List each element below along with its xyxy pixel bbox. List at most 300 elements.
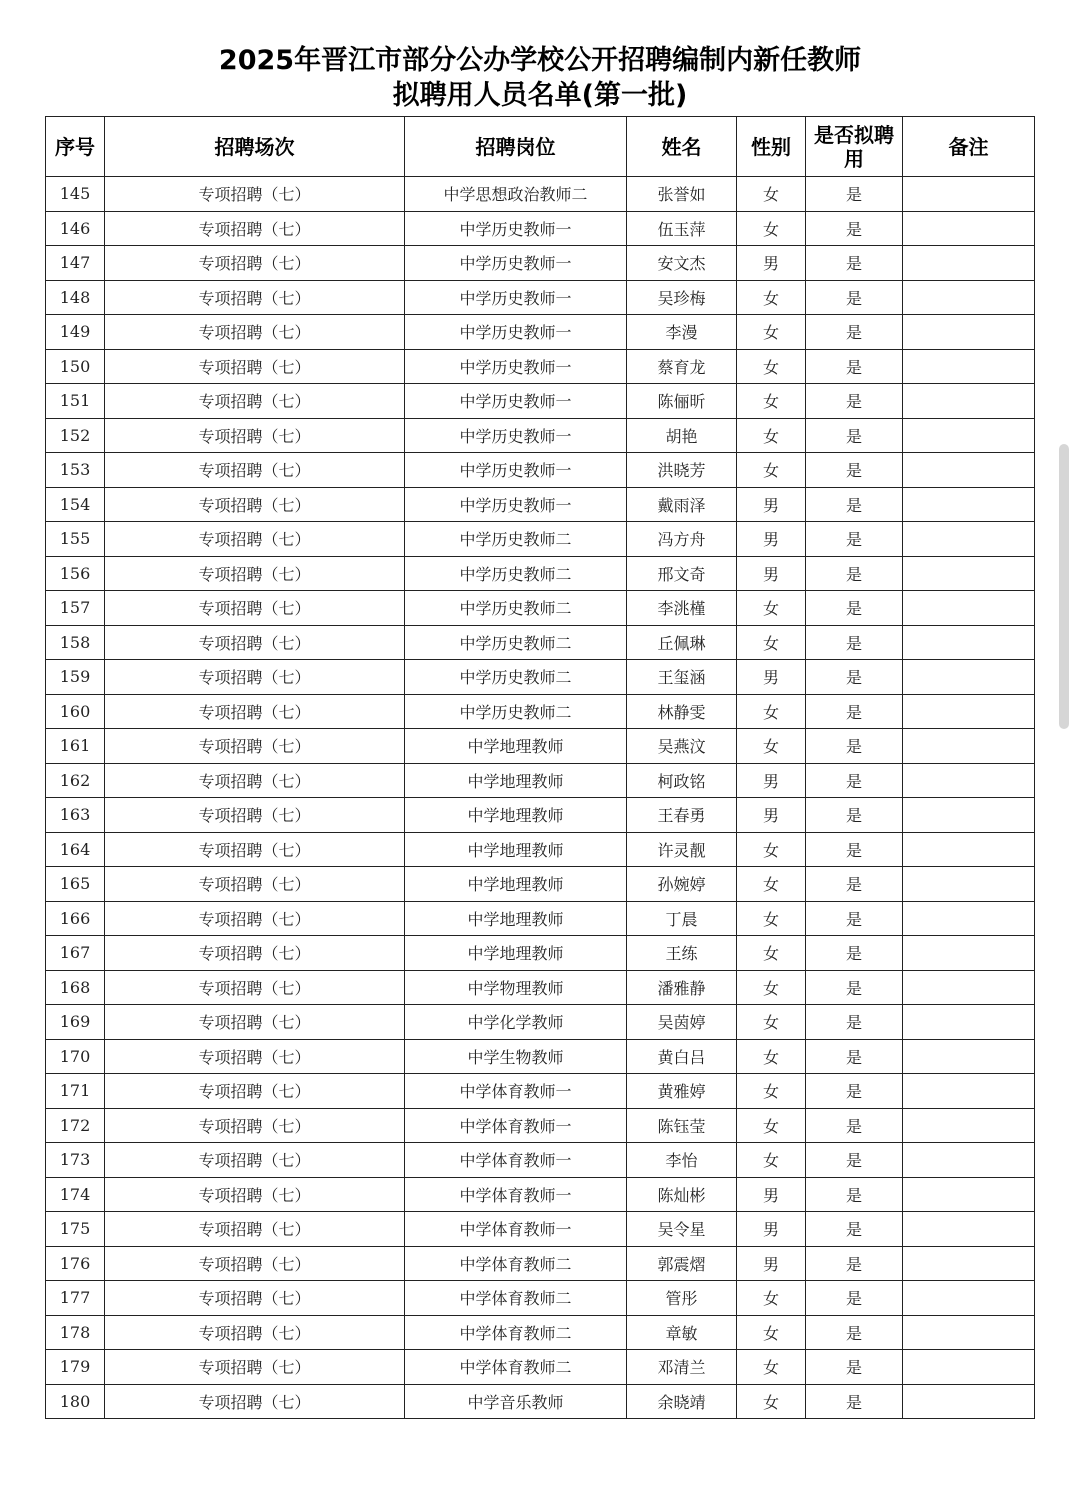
cell-remark [903, 832, 1035, 867]
cell-gender: 女 [737, 1315, 806, 1350]
cell-gender: 男 [737, 522, 806, 557]
table-row [46, 453, 1035, 488]
cell-remark [903, 1108, 1035, 1143]
cell-position: 中学地理教师 [405, 832, 627, 867]
cell-seq: 173 [46, 1143, 105, 1178]
header-session: 招聘场次 [105, 117, 405, 177]
cell-seq: 158 [46, 625, 105, 660]
table-row [46, 1005, 1035, 1040]
cell-gender: 女 [737, 315, 806, 350]
cell-seq: 174 [46, 1177, 105, 1212]
cell-gender: 女 [737, 1074, 806, 1109]
cell-remark [903, 1246, 1035, 1281]
cell-position: 中学地理教师 [405, 901, 627, 936]
cell-position: 中学体育教师一 [405, 1212, 627, 1247]
cell-seq: 156 [46, 556, 105, 591]
table-row [46, 1212, 1035, 1247]
cell-hire: 是 [806, 832, 903, 867]
cell-remark [903, 1039, 1035, 1074]
cell-gender: 男 [737, 487, 806, 522]
cell-remark [903, 177, 1035, 212]
cell-remark [903, 211, 1035, 246]
cell-name: 陈钰莹 [627, 1108, 737, 1143]
cell-gender: 男 [737, 556, 806, 591]
cell-name: 伍玉萍 [627, 211, 737, 246]
cell-session: 专项招聘（七） [105, 832, 405, 867]
cell-gender: 男 [737, 246, 806, 281]
cell-session: 专项招聘（七） [105, 349, 405, 384]
cell-hire: 是 [806, 1143, 903, 1178]
cell-gender: 女 [737, 384, 806, 419]
cell-name: 吴令星 [627, 1212, 737, 1247]
cell-gender: 女 [737, 901, 806, 936]
cell-seq: 154 [46, 487, 105, 522]
cell-name: 蔡育龙 [627, 349, 737, 384]
cell-position: 中学物理教师 [405, 970, 627, 1005]
cell-name: 胡艳 [627, 418, 737, 453]
cell-name: 王玺涵 [627, 660, 737, 695]
cell-position: 中学体育教师一 [405, 1177, 627, 1212]
cell-gender: 女 [737, 832, 806, 867]
cell-position: 中学地理教师 [405, 867, 627, 902]
cell-remark [903, 694, 1035, 729]
cell-seq: 157 [46, 591, 105, 626]
cell-position: 中学历史教师一 [405, 384, 627, 419]
cell-seq: 152 [46, 418, 105, 453]
cell-session: 专项招聘（七） [105, 1108, 405, 1143]
table-row [46, 591, 1035, 626]
cell-session: 专项招聘（七） [105, 211, 405, 246]
cell-session: 专项招聘（七） [105, 763, 405, 798]
cell-remark [903, 1281, 1035, 1316]
cell-name: 洪晓芳 [627, 453, 737, 488]
table-row [46, 246, 1035, 281]
cell-seq: 160 [46, 694, 105, 729]
cell-name: 张誉如 [627, 177, 737, 212]
cell-gender: 女 [737, 211, 806, 246]
cell-remark [903, 970, 1035, 1005]
cell-seq: 178 [46, 1315, 105, 1350]
cell-remark [903, 1212, 1035, 1247]
cell-session: 专项招聘（七） [105, 798, 405, 833]
cell-name: 冯方舟 [627, 522, 737, 557]
table-row [46, 763, 1035, 798]
cell-remark [903, 729, 1035, 764]
cell-hire: 是 [806, 1350, 903, 1385]
cell-hire: 是 [806, 1074, 903, 1109]
cell-session: 专项招聘（七） [105, 1177, 405, 1212]
cell-position: 中学体育教师一 [405, 1143, 627, 1178]
cell-session: 专项招聘（七） [105, 1384, 405, 1419]
cell-session: 专项招聘（七） [105, 901, 405, 936]
cell-seq: 145 [46, 177, 105, 212]
cell-seq: 170 [46, 1039, 105, 1074]
cell-session: 专项招聘（七） [105, 867, 405, 902]
cell-hire: 是 [806, 936, 903, 971]
cell-name: 邢文奇 [627, 556, 737, 591]
cell-name: 安文杰 [627, 246, 737, 281]
cell-gender: 女 [737, 1281, 806, 1316]
cell-hire: 是 [806, 246, 903, 281]
cell-remark [903, 522, 1035, 557]
cell-remark [903, 280, 1035, 315]
cell-hire: 是 [806, 453, 903, 488]
table-row [46, 1177, 1035, 1212]
cell-name: 黄白吕 [627, 1039, 737, 1074]
cell-seq: 172 [46, 1108, 105, 1143]
cell-name: 陈俪昕 [627, 384, 737, 419]
cell-name: 章敏 [627, 1315, 737, 1350]
cell-session: 专项招聘（七） [105, 936, 405, 971]
cell-name: 郭震熠 [627, 1246, 737, 1281]
cell-name: 潘雅静 [627, 970, 737, 1005]
cell-seq: 161 [46, 729, 105, 764]
cell-gender: 女 [737, 1143, 806, 1178]
cell-name: 许灵靓 [627, 832, 737, 867]
table-row [46, 556, 1035, 591]
table-row [46, 901, 1035, 936]
cell-hire: 是 [806, 1315, 903, 1350]
table-row [46, 1143, 1035, 1178]
cell-hire: 是 [806, 867, 903, 902]
cell-remark [903, 315, 1035, 350]
cell-session: 专项招聘（七） [105, 1212, 405, 1247]
cell-session: 专项招聘（七） [105, 1281, 405, 1316]
table-row [46, 867, 1035, 902]
table-row [46, 384, 1035, 419]
table-row [46, 1039, 1035, 1074]
cell-hire: 是 [806, 522, 903, 557]
cell-session: 专项招聘（七） [105, 246, 405, 281]
table-header-row [46, 117, 1035, 177]
table-row [46, 522, 1035, 557]
cell-position: 中学历史教师一 [405, 418, 627, 453]
cell-session: 专项招聘（七） [105, 591, 405, 626]
cell-name: 柯政铭 [627, 763, 737, 798]
cell-hire: 是 [806, 487, 903, 522]
cell-hire: 是 [806, 280, 903, 315]
cell-gender: 女 [737, 936, 806, 971]
cell-hire: 是 [806, 315, 903, 350]
header-seq: 序号 [46, 117, 105, 177]
table-row [46, 1350, 1035, 1385]
cell-name: 吴珍梅 [627, 280, 737, 315]
cell-name: 余晓靖 [627, 1384, 737, 1419]
cell-name: 管彤 [627, 1281, 737, 1316]
table-row [46, 694, 1035, 729]
cell-gender: 女 [737, 418, 806, 453]
cell-seq: 175 [46, 1212, 105, 1247]
cell-hire: 是 [806, 763, 903, 798]
cell-session: 专项招聘（七） [105, 280, 405, 315]
cell-position: 中学生物教师 [405, 1039, 627, 1074]
cell-seq: 151 [46, 384, 105, 419]
cell-hire: 是 [806, 177, 903, 212]
cell-position: 中学体育教师二 [405, 1315, 627, 1350]
cell-gender: 女 [737, 729, 806, 764]
cell-hire: 是 [806, 901, 903, 936]
cell-hire: 是 [806, 1246, 903, 1281]
cell-gender: 女 [737, 1039, 806, 1074]
table-row [46, 729, 1035, 764]
header-hire: 是否拟聘用 [806, 117, 903, 177]
table-row [46, 1315, 1035, 1350]
table-row [46, 1384, 1035, 1419]
cell-gender: 男 [737, 1246, 806, 1281]
cell-gender: 男 [737, 1177, 806, 1212]
cell-remark [903, 1350, 1035, 1385]
cell-seq: 168 [46, 970, 105, 1005]
cell-name: 林静雯 [627, 694, 737, 729]
cell-seq: 159 [46, 660, 105, 695]
cell-session: 专项招聘（七） [105, 1005, 405, 1040]
cell-hire: 是 [806, 556, 903, 591]
cell-gender: 女 [737, 177, 806, 212]
cell-hire: 是 [806, 1177, 903, 1212]
table-row [46, 418, 1035, 453]
cell-remark [903, 556, 1035, 591]
cell-gender: 女 [737, 867, 806, 902]
cell-hire: 是 [806, 729, 903, 764]
cell-session: 专项招聘（七） [105, 625, 405, 660]
cell-position: 中学历史教师一 [405, 246, 627, 281]
cell-seq: 179 [46, 1350, 105, 1385]
cell-remark [903, 349, 1035, 384]
cell-position: 中学历史教师二 [405, 556, 627, 591]
cell-hire: 是 [806, 970, 903, 1005]
cell-gender: 女 [737, 1005, 806, 1040]
cell-session: 专项招聘（七） [105, 556, 405, 591]
cell-position: 中学历史教师一 [405, 349, 627, 384]
cell-seq: 147 [46, 246, 105, 281]
cell-seq: 155 [46, 522, 105, 557]
cell-hire: 是 [806, 798, 903, 833]
cell-seq: 169 [46, 1005, 105, 1040]
cell-gender: 女 [737, 1350, 806, 1385]
table-row [46, 177, 1035, 212]
table-row [46, 1108, 1035, 1143]
cell-gender: 女 [737, 970, 806, 1005]
cell-remark [903, 1074, 1035, 1109]
cell-seq: 150 [46, 349, 105, 384]
cell-hire: 是 [806, 384, 903, 419]
cell-gender: 男 [737, 763, 806, 798]
cell-hire: 是 [806, 211, 903, 246]
cell-name: 邓清兰 [627, 1350, 737, 1385]
header-name: 姓名 [627, 117, 737, 177]
cell-remark [903, 487, 1035, 522]
vertical-scrollbar[interactable] [1059, 444, 1069, 729]
cell-session: 专项招聘（七） [105, 487, 405, 522]
cell-hire: 是 [806, 1212, 903, 1247]
table-row [46, 349, 1035, 384]
cell-gender: 女 [737, 349, 806, 384]
cell-position: 中学地理教师 [405, 763, 627, 798]
cell-seq: 167 [46, 936, 105, 971]
cell-remark [903, 418, 1035, 453]
table-row [46, 487, 1035, 522]
cell-remark [903, 1005, 1035, 1040]
table-row [46, 625, 1035, 660]
cell-session: 专项招聘（七） [105, 729, 405, 764]
cell-name: 丘佩琳 [627, 625, 737, 660]
cell-seq: 165 [46, 867, 105, 902]
cell-seq: 171 [46, 1074, 105, 1109]
cell-gender: 男 [737, 660, 806, 695]
cell-position: 中学历史教师一 [405, 280, 627, 315]
cell-session: 专项招聘（七） [105, 384, 405, 419]
cell-hire: 是 [806, 591, 903, 626]
cell-position: 中学地理教师 [405, 798, 627, 833]
cell-session: 专项招聘（七） [105, 1074, 405, 1109]
cell-gender: 女 [737, 280, 806, 315]
cell-session: 专项招聘（七） [105, 694, 405, 729]
table-row [46, 832, 1035, 867]
cell-hire: 是 [806, 660, 903, 695]
cell-session: 专项招聘（七） [105, 1350, 405, 1385]
cell-remark [903, 763, 1035, 798]
table-row [46, 970, 1035, 1005]
cell-session: 专项招聘（七） [105, 418, 405, 453]
cell-position: 中学体育教师二 [405, 1246, 627, 1281]
cell-name: 丁晨 [627, 901, 737, 936]
cell-remark [903, 936, 1035, 971]
cell-position: 中学音乐教师 [405, 1384, 627, 1419]
cell-position: 中学地理教师 [405, 936, 627, 971]
cell-position: 中学历史教师二 [405, 591, 627, 626]
cell-session: 专项招聘（七） [105, 1143, 405, 1178]
cell-remark [903, 1384, 1035, 1419]
recruitment-table [45, 116, 1035, 1419]
cell-seq: 162 [46, 763, 105, 798]
cell-remark [903, 660, 1035, 695]
cell-remark [903, 1143, 1035, 1178]
cell-session: 专项招聘（七） [105, 1246, 405, 1281]
table-row [46, 798, 1035, 833]
cell-gender: 男 [737, 1212, 806, 1247]
table-row [46, 1281, 1035, 1316]
cell-remark [903, 625, 1035, 660]
cell-position: 中学历史教师二 [405, 660, 627, 695]
cell-session: 专项招聘（七） [105, 1315, 405, 1350]
cell-position: 中学历史教师二 [405, 625, 627, 660]
cell-name: 王练 [627, 936, 737, 971]
cell-hire: 是 [806, 349, 903, 384]
cell-position: 中学体育教师二 [405, 1350, 627, 1385]
cell-gender: 女 [737, 694, 806, 729]
cell-session: 专项招聘（七） [105, 453, 405, 488]
table-body [46, 177, 1035, 1419]
page-title-line1: 2025年晋江市部分公办学校公开招聘编制内新任教师 [218, 45, 862, 76]
cell-name: 吴燕汶 [627, 729, 737, 764]
cell-position: 中学化学教师 [405, 1005, 627, 1040]
header-position: 招聘岗位 [405, 117, 627, 177]
cell-seq: 153 [46, 453, 105, 488]
header-gender: 性别 [737, 117, 806, 177]
cell-session: 专项招聘（七） [105, 315, 405, 350]
cell-position: 中学历史教师一 [405, 453, 627, 488]
cell-remark [903, 1177, 1035, 1212]
cell-session: 专项招聘（七） [105, 660, 405, 695]
table-row [46, 660, 1035, 695]
cell-hire: 是 [806, 418, 903, 453]
cell-remark [903, 798, 1035, 833]
cell-position: 中学历史教师二 [405, 522, 627, 557]
cell-seq: 149 [46, 315, 105, 350]
cell-hire: 是 [806, 1005, 903, 1040]
cell-gender: 男 [737, 798, 806, 833]
cell-session: 专项招聘（七） [105, 177, 405, 212]
cell-hire: 是 [806, 1384, 903, 1419]
cell-hire: 是 [806, 625, 903, 660]
cell-position: 中学思想政治教师二 [405, 177, 627, 212]
cell-session: 专项招聘（七） [105, 522, 405, 557]
cell-position: 中学历史教师一 [405, 211, 627, 246]
cell-position: 中学地理教师 [405, 729, 627, 764]
table-row [46, 1246, 1035, 1281]
cell-name: 李怡 [627, 1143, 737, 1178]
cell-remark [903, 246, 1035, 281]
cell-remark [903, 384, 1035, 419]
cell-name: 陈灿彬 [627, 1177, 737, 1212]
cell-gender: 女 [737, 625, 806, 660]
header-remark: 备注 [903, 117, 1035, 177]
cell-hire: 是 [806, 1281, 903, 1316]
cell-name: 李洮槿 [627, 591, 737, 626]
cell-seq: 148 [46, 280, 105, 315]
cell-name: 吴茵婷 [627, 1005, 737, 1040]
table-row [46, 211, 1035, 246]
cell-name: 黄雅婷 [627, 1074, 737, 1109]
cell-position: 中学体育教师二 [405, 1281, 627, 1316]
cell-hire: 是 [806, 694, 903, 729]
cell-remark [903, 453, 1035, 488]
cell-name: 李漫 [627, 315, 737, 350]
cell-seq: 146 [46, 211, 105, 246]
cell-seq: 163 [46, 798, 105, 833]
page-title-line2: 拟聘用人员名单(第一批) [392, 80, 688, 111]
cell-gender: 女 [737, 453, 806, 488]
cell-name: 戴雨泽 [627, 487, 737, 522]
cell-remark [903, 591, 1035, 626]
cell-remark [903, 867, 1035, 902]
cell-remark [903, 1315, 1035, 1350]
cell-hire: 是 [806, 1108, 903, 1143]
cell-seq: 164 [46, 832, 105, 867]
cell-seq: 177 [46, 1281, 105, 1316]
cell-name: 孙婉婷 [627, 867, 737, 902]
table-row [46, 1074, 1035, 1109]
cell-gender: 女 [737, 591, 806, 626]
cell-position: 中学体育教师一 [405, 1074, 627, 1109]
table-row [46, 936, 1035, 971]
cell-position: 中学历史教师一 [405, 315, 627, 350]
cell-position: 中学体育教师一 [405, 1108, 627, 1143]
cell-session: 专项招聘（七） [105, 1039, 405, 1074]
cell-hire: 是 [806, 1039, 903, 1074]
cell-gender: 女 [737, 1384, 806, 1419]
cell-seq: 166 [46, 901, 105, 936]
cell-name: 王春勇 [627, 798, 737, 833]
cell-session: 专项招聘（七） [105, 970, 405, 1005]
table-row [46, 315, 1035, 350]
table-row [46, 280, 1035, 315]
cell-seq: 176 [46, 1246, 105, 1281]
cell-remark [903, 901, 1035, 936]
cell-position: 中学历史教师二 [405, 694, 627, 729]
cell-seq: 180 [46, 1384, 105, 1419]
cell-position: 中学历史教师一 [405, 487, 627, 522]
